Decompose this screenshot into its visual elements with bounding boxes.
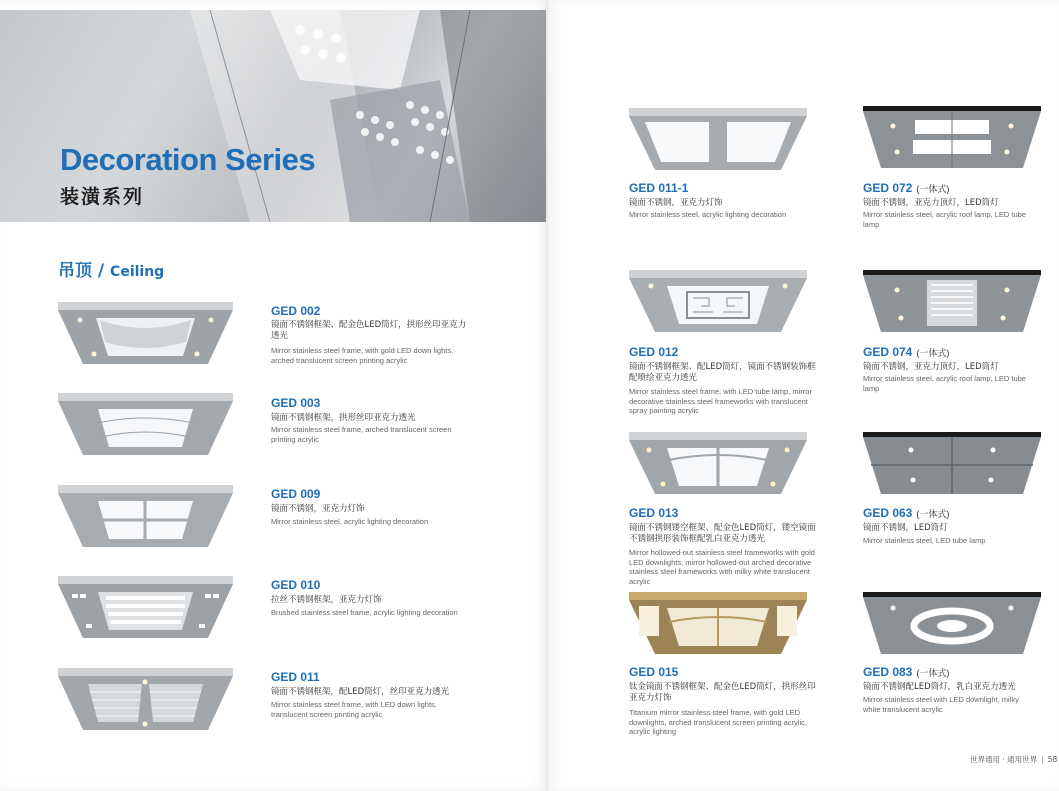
product-desc-en: Mirror stainless steel, LED tube lamp (863, 536, 986, 545)
product-desc-en: Mirror stainless steel frame, with LED tube lamp, mirror decorative stainless steel frameworks with translucent spray painting acrylic (629, 387, 812, 415)
product-tag: (一体式) (916, 348, 950, 358)
hero-banner (0, 10, 546, 222)
product-desc-en: Mirror stainless steel frame, with LED down lights, translucent screen printing acrylic (271, 700, 437, 719)
product-code: GED 012 (629, 345, 679, 359)
ceiling-image-ged-074 (863, 270, 1041, 332)
footer-separator: | (1041, 755, 1044, 764)
product-desc-en: Mirror stainless steel frame, with gold LED down lights, arched translucent screen printing acrylic (271, 346, 454, 365)
product-code (863, 181, 949, 195)
product-code: GED 009 (271, 487, 321, 501)
product-code (863, 506, 949, 520)
product-code: GED 013 (629, 506, 679, 520)
page-footer (970, 754, 1057, 765)
page-title: Decoration Series (60, 142, 316, 177)
product-code-value: GED 072 (863, 181, 913, 195)
ceiling-image-ged-063 (863, 432, 1041, 494)
product-desc-en: Mirror stainless steel, acrylic roof lamp, LED tube lamp (863, 210, 1026, 229)
page-number: 58 (1047, 755, 1058, 764)
product-desc-cn: 拉丝不锈钢框架，亚克力灯饰 (271, 595, 382, 605)
product-desc-en: Mirror stainless steel, acrylic lighting decoration (271, 517, 429, 526)
ceiling-image-ged-003 (58, 393, 233, 455)
ceiling-image-ged-002 (58, 302, 233, 364)
product-code (863, 345, 949, 359)
product-desc-cn: 镜面不锈钢框架、配LED筒灯，镜面不锈钢装饰框配喷绘亚克力透光 (629, 362, 816, 383)
product-desc-cn: 镜面不锈钢，亚克力灯饰 (629, 198, 723, 208)
product-code: GED 011 (271, 670, 320, 684)
section-heading-separator: / (92, 261, 111, 281)
product-desc-en: Mirror stainless steel frame, arched translucent screen printing acrylic (271, 425, 452, 444)
ceiling-image-ged-012 (629, 270, 807, 332)
product-tag: (一体式) (916, 509, 950, 519)
product-tag: (一体式) (916, 184, 950, 194)
product-desc-cn: 钛金镜面不锈钢框架、配金色LED筒灯，拱形丝印亚克力灯饰 (629, 682, 816, 703)
ceiling-image-ged-011 (58, 668, 233, 730)
product-code: GED 011-1 (629, 181, 689, 195)
product-desc-cn: 镜面不锈钢镂空框架、配金色LED筒灯，镂空镜面不锈钢拱形装饰框配乳白亚克力透光 (629, 523, 816, 544)
product-desc-cn: 镜面不锈钢，亚克力顶灯，LED筒灯 (863, 198, 999, 208)
product-desc-en: Mirror stainless steel with LED downlight, milky white translucent acrylic (863, 695, 1019, 714)
ceiling-image-ged-015 (629, 592, 807, 654)
product-desc-cn: 镜面不锈钢框架，配LED筒灯，丝印亚克力透光 (271, 687, 450, 697)
product-desc-en: Titanium mirror stainless steel frame, with gold LED downlights, arched translucent screen printing acrylic, acrylic lighting (629, 708, 808, 736)
ceiling-image-ged-083 (863, 592, 1041, 654)
right-page (548, 0, 1059, 791)
section-heading-cn: 吊顶 (58, 261, 92, 281)
product-desc-cn: 镜面不锈钢配LED筒灯，乳白亚克力透光 (863, 682, 1016, 692)
product-code: GED 003 (271, 396, 321, 410)
product-code (863, 665, 949, 679)
product-code: GED 002 (271, 304, 321, 318)
product-desc-cn: 镜面不锈钢框架，拱形丝印亚克力透光 (271, 413, 416, 423)
ceiling-image-ged-013 (629, 432, 807, 494)
product-desc-en: Mirror hollowed-out stainless steel frameworks with gold LED downlights; mirror hollowed-out arched decorative stainless steel frameworks with milky white translucent acrylic (629, 548, 815, 586)
ceiling-image-ged-009 (58, 485, 233, 547)
product-code: GED 015 (629, 665, 679, 679)
product-desc-cn: 镜面不锈钢，亚克力灯饰 (271, 504, 365, 514)
product-desc-en: Mirror stainless steel, acrylic roof lamp, LED tube lamp (863, 374, 1026, 393)
product-code: GED 010 (271, 578, 321, 592)
product-desc-en: Mirror stainless steel, acrylic lighting decoration (629, 210, 787, 219)
product-code-value: GED 083 (863, 665, 913, 679)
ceiling-image-ged-011-1 (629, 108, 807, 170)
product-code-value: GED 063 (863, 506, 913, 520)
footer-text: 世界通用 · 通用世界 (970, 755, 1038, 764)
product-desc-cn: 镜面不锈钢，LED筒灯 (863, 523, 948, 533)
product-code-value: GED 074 (863, 345, 913, 359)
product-desc-cn: 镜面不锈钢，亚克力顶灯，LED筒灯 (863, 362, 999, 372)
section-heading (58, 256, 164, 281)
ceiling-image-ged-010 (58, 576, 233, 638)
product-desc-en: Brushed stainless steel frame, acrylic lighting decoration (271, 608, 458, 617)
product-desc-cn: 镜面不锈钢框架、配金色LED筒灯，拱形丝印亚克力透光 (271, 320, 467, 341)
page-subtitle: 装潢系列 (60, 186, 145, 208)
section-heading-en: Ceiling (110, 264, 165, 280)
product-tag: (一体式) (916, 668, 950, 678)
ceiling-image-ged-072 (863, 106, 1041, 168)
